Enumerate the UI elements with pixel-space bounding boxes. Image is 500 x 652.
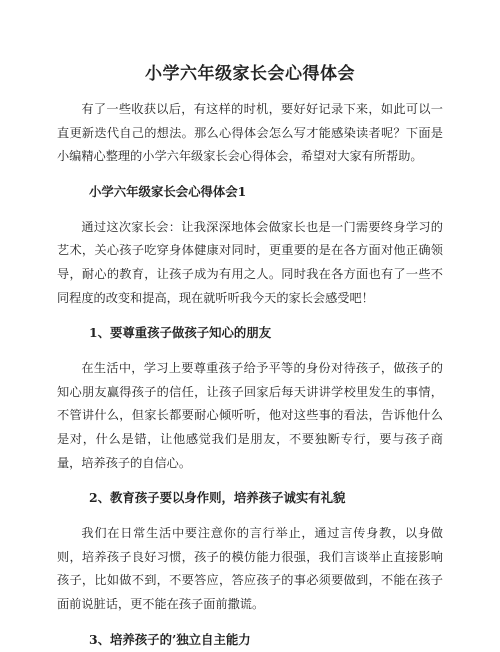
heading-2: 2、教育孩子要以身作则，培养孩子诚实有礼貌	[89, 490, 346, 506]
body-paragraph-1: 通过这次家长会：让我深深地体会做家长也是一门需要终身学习的艺术，关心孩子吃穿身体健康对同时，更重要的是在各方面对他正确领导，耐心的教育，让孩子成为有用之人。同时我在各方面也有了一些不同程度的改变和提高，现在就听听我今天的家长会感受吧！	[57, 219, 443, 305]
spacer	[57, 617, 443, 628]
heading-3: 3、培养孩子的’独立自主能力	[89, 631, 251, 647]
body-paragraph-2: 在生活中，学习上要尊重孩子给予平等的身份对待孩子，做孩子的知心朋友赢得孩子的信任，让孩子回家后每天讲讲学校里发生的事情，不管讲什么，但家长都要耐心倾听听，他对这些事的看法，告诉他什么是对，什么是错，让他感觉我们是朋友，不要独断专行，要与孩子商量，培养孩子的自信心。	[57, 361, 443, 470]
section-title: 小学六年级家长会心得体会1	[89, 183, 247, 199]
spacer	[57, 310, 443, 321]
spacer	[57, 345, 443, 357]
document-title: 小学六年级家长会心得体会	[145, 64, 355, 84]
spacer	[57, 475, 443, 486]
spacer	[57, 204, 443, 216]
body-paragraph-3: 我们在日常生活中要注意你的言行举止，通过言传身教，以身做则，培养孩子良好习惯，孩子的模仿能力很强，我们言谈举止直接影响孩子，比如做不到，不要答应，答应孩子的事必须要做到，不能在孩子面前说脏话，更不能在孩子面前撒谎。	[57, 526, 443, 611]
heading-1: 1、要尊重孩子做孩子知心的朋友	[89, 325, 272, 341]
spacer	[57, 169, 443, 180]
intro-paragraph: 有了一些收获以后，有这样的时机，要好好记录下来，如此可以一直更新迭代自己的想法。那么心得体会怎么写才能感染读者呢？下面是小编精心整理的小学六年级家长会心得体会，希望对大家有所帮助。	[57, 102, 443, 164]
spacer	[57, 510, 443, 522]
